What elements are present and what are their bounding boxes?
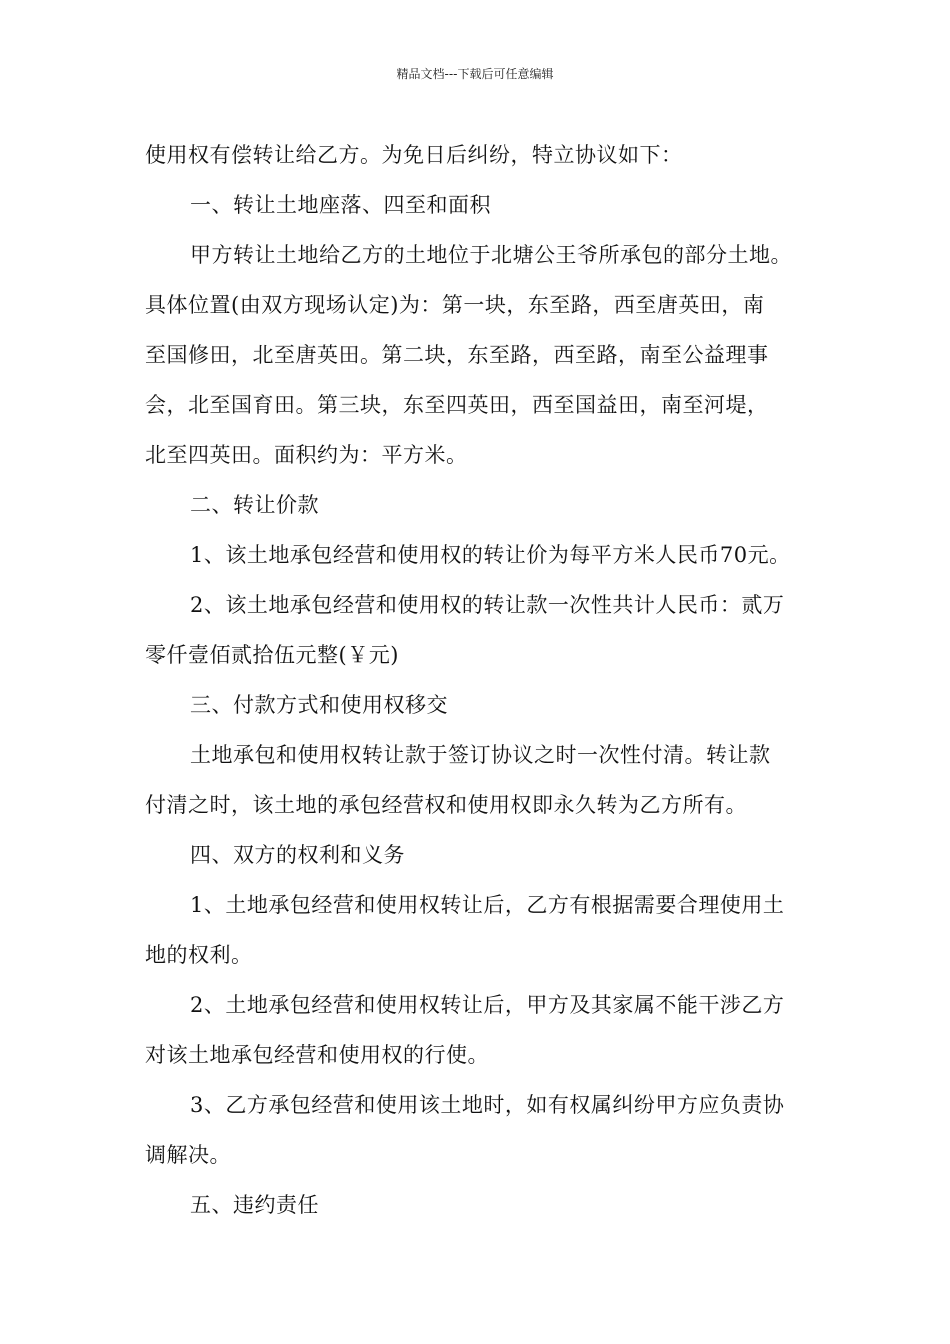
paragraph-line: 地的权利。 (145, 943, 253, 967)
paragraph-line: 对该土地承包经营和使用权的行使。 (145, 1043, 489, 1067)
section-heading: 四、双方的权利和义务 (190, 843, 405, 867)
section-heading: 三、付款方式和使用权移交 (190, 693, 448, 717)
paragraph-line: 1、该土地承包经营和使用权的转让价为每平方米人民币70元。 (190, 543, 791, 567)
section-heading: 五、违约责任 (190, 1193, 319, 1217)
paragraph-line: 付清之时，该土地的承包经营权和使用权即永久转为乙方所有。 (145, 793, 747, 817)
section-heading: 二、转让价款 (190, 493, 319, 517)
paragraph-line: 3、乙方承包经营和使用该土地时，如有权属纠纷甲方应负责协 (190, 1093, 785, 1117)
paragraph-line: 北至四英田。面积约为：平方米。 (145, 443, 468, 467)
paragraph-line: 会，北至国育田。第三块，东至四英田，西至国益田，南至河堤， (145, 393, 769, 417)
paragraph-line: 调解决。 (145, 1143, 231, 1167)
paragraph-line: 1、土地承包经营和使用权转让后，乙方有根据需要合理使用土 (190, 893, 785, 917)
page-header: 精品文档---下载后可任意编辑 (396, 67, 554, 81)
paragraph-line: 甲方转让土地给乙方的土地位于北塘公王爷所承包的部分土地。 (190, 243, 792, 267)
paragraph-line: 2、土地承包经营和使用权转让后，甲方及其家属不能干涉乙方 (190, 993, 785, 1017)
paragraph-line: 使用权有偿转让给乙方。为免日后纠纷，特立协议如下： (145, 143, 683, 167)
paragraph-line: 土地承包和使用权转让款于签订协议之时一次性付清。转让款 (190, 743, 771, 767)
paragraph-line: 零仟壹佰贰拾伍元整(￥元) (145, 643, 399, 667)
paragraph-line: 至国修田，北至唐英田。第二块，东至路，西至路，南至公益理事 (145, 343, 769, 367)
paragraph-line: 具体位置(由双方现场认定)为：第一块，东至路，西至唐英田，南 (145, 293, 765, 317)
paragraph-line: 2、该土地承包经营和使用权的转让款一次性共计人民币：贰万 (190, 593, 785, 617)
section-heading: 一、转让土地座落、四至和面积 (190, 193, 491, 217)
document-body (145, 130, 810, 1230)
